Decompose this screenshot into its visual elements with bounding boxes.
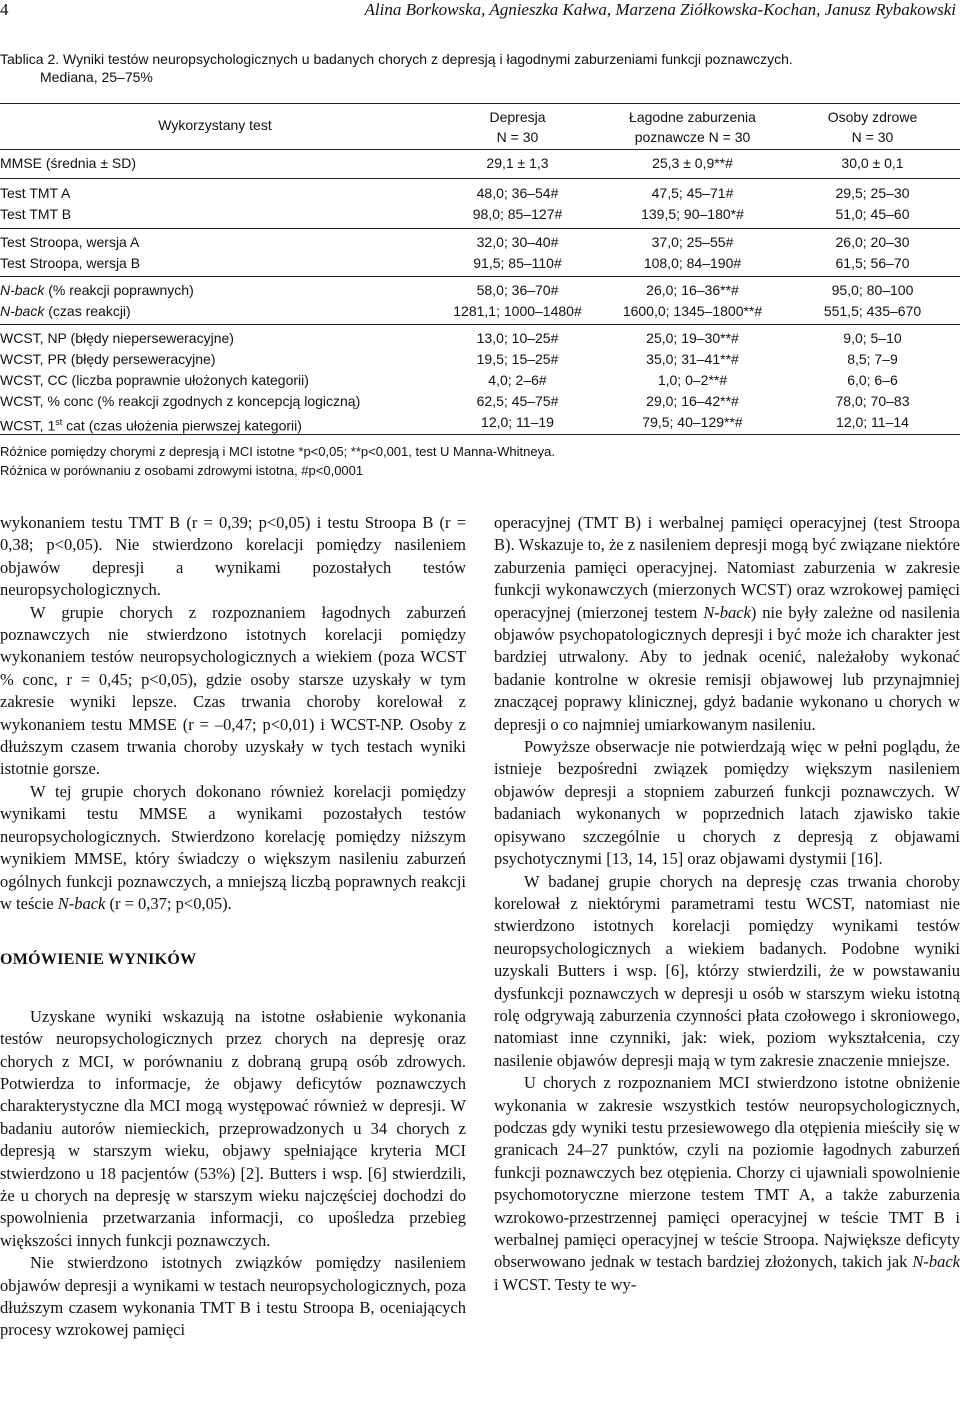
table-row — [0, 280, 960, 300]
header-mci — [610, 107, 775, 152]
cell-healthy: 61,5; 56–70 — [835, 255, 910, 271]
row-label: WCST, NP (błędy nieperseweracyjne) — [0, 330, 234, 346]
row-label — [0, 412, 302, 436]
table-row — [0, 391, 960, 411]
row-label: Test Stroopa, wersja A — [0, 234, 140, 250]
footnote-2: Różnica w porównaniu z osobami zdrowymi istotna, #p<0,0001 — [0, 463, 364, 478]
cell-depresja: 29,1 ± 1,3 — [486, 155, 549, 171]
nback-italic: N-back — [703, 602, 751, 622]
header-test: Wykorzystany test — [158, 117, 272, 133]
cell-healthy: 8,5; 7–9 — [847, 351, 898, 367]
footnote-1: Różnice pomiędzy chorymi z depresją i MCI istotne *p<0,05; **p<0,001, test U Manna-Whitneya. — [0, 444, 555, 459]
table-row — [0, 301, 960, 321]
row-label: Test TMT A — [0, 185, 71, 201]
row-label-sup: st — [55, 417, 63, 427]
row-separator — [0, 324, 960, 325]
row-label: MMSE (średnia ± SD) — [0, 155, 137, 171]
row-label — [0, 280, 194, 300]
paragraph-text: operacyjnej (TMT B) i werbalnej pamięci operacyjnej (test Stroopa B). Wskazuje to, że z nasileniem depresji mogą być związane niektóre zaburzenia pamięci operacyjnej. Natomiast zaburzenia w zakresie funkcji wykonawczych (mierzonych WCST) oraz wzrokowej pamięci operacyjnej (mierzonej testem — [494, 513, 960, 622]
table-row — [0, 253, 960, 273]
cell-mci: 79,5; 40–129**# — [642, 414, 743, 430]
row-label: WCST, CC (liczba poprawnie ułożonych kategorii) — [0, 372, 309, 388]
paragraph-text: W tej grupie chorych dokonano również korelacji pomiędzy wynikami testu MMSE a wynikami pozostałych testów neuropsychologicznych. Stwierdzono korelację pomiędzy niższym wynikiem MMSE, który świadczy o większym nasileniu zaburzeń ogólnych funkcji poznawczych, a mniejszą liczbą poprawnych reakcji w teście — [0, 781, 466, 913]
cell-mci: 29,0; 16–42**# — [646, 393, 739, 409]
table-row — [0, 183, 960, 203]
cell-mci: 35,0; 31–41**# — [646, 351, 739, 367]
cell-healthy: 78,0; 70–83 — [835, 393, 910, 409]
row-separator — [0, 228, 960, 229]
nback-italic: N-back — [57, 893, 106, 913]
section-heading: OMÓWIENIE WYNIKÓW — [0, 951, 197, 969]
paragraph — [494, 512, 960, 736]
cell-mci: 1,0; 0–2**# — [657, 372, 728, 388]
cell-healthy: 30,0 ± 0,1 — [841, 155, 904, 171]
paragraph-text: i WCST. Testy te wy- — [494, 1274, 637, 1294]
table-header-rule — [0, 149, 960, 150]
paragraph — [494, 1072, 960, 1296]
cell-healthy: 26,0; 20–30 — [835, 234, 910, 250]
table-bottom-rule — [0, 434, 960, 435]
table-top-rule — [0, 103, 960, 104]
cell-mci: 108,0; 84–190# — [643, 255, 742, 271]
header-healthy-name: Osoby zdrowe — [827, 109, 918, 125]
cell-healthy: 551,5; 435–670 — [823, 303, 922, 319]
cell-depresja: 58,0; 36–70# — [476, 282, 559, 298]
cell-mci: 47,5; 45–71# — [651, 185, 734, 201]
header-healthy — [790, 107, 955, 152]
header-healthy-n: N = 30 — [851, 129, 894, 145]
paragraph: Uzyskane wyniki wskazują na istotne osłabienie wykonania testów neuropsychologicznych przez chorych na depresję oraz chorych z MCI, w porównaniu z dobraną grupą osób zdrowych. Potwierdza to informacje, że objawy deficytów poznawczych charakterystyczne dla MCI mogą występować również w depresji. W badaniu autorów niemieckich, przeprowadzonych u 34 chorych z depresją w starszym wieku, objawy spełniające kryteria MCI stwierdzono u 18 pacjentów (53%) [2]. Butters i wsp. [6] stwierdzili, że u chorych na depresję w starszym wieku najczęściej dochodzi do spowolnienia przetwarzania informacji, co upośledza przebieg większości innych funkcji poznawczych. — [0, 1006, 466, 1250]
row-label — [0, 301, 131, 321]
caption-line-1: Tablica 2. Wyniki testów neuropsychologicznych u badanych chorych z depresją i łagodnymi zaburzeniami funkcji poznawczych. — [0, 51, 793, 67]
cell-healthy: 51,0; 45–60 — [835, 206, 910, 222]
row-separator — [0, 276, 960, 277]
paragraph: wykonaniem testu TMT B (r = 0,39; p<0,05) i testu Stroopa B (r = 0,38; p<0,05). Nie stwierdzono korelacji pomiędzy nasileniem objawów depresji a wynikami pozostałych testów neuropsychologicznych. — [0, 513, 466, 600]
header-depresja-name: Depresja — [489, 109, 546, 125]
caption-line-2: Mediana, 25–75% — [40, 69, 153, 85]
cell-depresja: 91,5; 85–110# — [473, 255, 562, 271]
table-row — [0, 153, 960, 173]
table-footnotes — [0, 442, 555, 480]
row-label: WCST, % conc (% reakcji zgodnych z koncepcją logiczną) — [0, 393, 361, 409]
table-caption — [0, 50, 940, 86]
cell-depresja: 12,0; 11–19 — [481, 414, 554, 430]
cell-mci: 139,5; 90–180*# — [641, 206, 744, 222]
table-row — [0, 412, 960, 432]
table-row — [0, 232, 960, 252]
table-row — [0, 204, 960, 224]
header-mci-n: poznawcze N = 30 — [634, 129, 751, 145]
cell-healthy: 95,0; 80–100 — [831, 282, 914, 298]
table-row — [0, 328, 960, 348]
paragraph-text: ) nie były zależne od nasilenia objawów psychopatologicznych depresji i być może ich charakter jest bardziej utrwalony. Aby to jednak ocenić, należałoby wykonać badanie kontrolne w okresie remisji objawowej lub przynajmniej znaczącej poprawy klinicznej, gdyż badanie wykonano u chorych w depresji o co najmniej umiarkowanym nasileniu. — [494, 602, 960, 734]
cell-mci: 37,0; 25–55# — [651, 234, 734, 250]
row-separator — [0, 178, 960, 179]
left-text-column — [0, 512, 466, 1342]
running-authors: Alina Borkowska, Agnieszka Kałwa, Marzena Ziółkowska-Kochan, Janusz Rybakowski — [364, 0, 956, 19]
cell-mci: 26,0; 16–36**# — [646, 282, 739, 298]
cell-mci: 1600,0; 1345–1800**# — [622, 303, 763, 319]
table-row — [0, 349, 960, 369]
paragraph: Powyższe obserwacje nie potwierdzają więc w pełni poglądu, że istnieje bezpośredni związek pomiędzy większym nasileniem objawów depresji a stopniem zaburzeń funkcji poznawczych. W badaniach wykonanych w poprzednich latach zjawisko takie opisywano szczególnie u chorych z depresją z objawami psychotycznymi [13, 14, 15] oraz objawami dystymii [16]. — [494, 737, 960, 869]
cell-depresja: 13,0; 10–25# — [476, 330, 559, 346]
cell-depresja: 32,0; 30–40# — [476, 234, 559, 250]
paragraph: W badanej grupie chorych na depresję czas trwania choroby korelował z niektórymi parametrami testu WCST, natomiast nie stwierdzono istotnych korelacji pomiędzy wynikami testów neuropsychologicznych a wiekiem badanych. Podobne wyniki uzyskali Butters i wsp. [6], którzy stwierdzili, że w powstawaniu dysfunkcji poznawczych w depresji u osób w starszym wieku istotną rolę odgrywają zaburzenia czynności płata czołowego i skroniowego, natomiast inne czynniki, jak: wiek, poziom wykształcenia, czy nasilenie objawów depresji mają w tym zakresie znaczenie mniejsze. — [494, 871, 960, 1070]
cell-mci: 25,3 ± 0,9**# — [652, 155, 733, 171]
running-header — [0, 0, 960, 24]
paragraph-text: U chorych z rozpoznaniem MCI stwierdzono istotne obniżenie wykonania w zakresie wszystkich testów neuropsychologicznych, podczas gdy wyniki testu przesiewowego dla otępienia mieściły się w granicach 24–27 punktów, czyli na poziomie łagodnych zaburzeń funkcji poznawczych bez otępienia. Chorzy ci ujawniali spowolnienie psychomotoryczne mierzone testem TMT A, a także zaburzenia wzrokowo-przestrzennej pamięci operacyjnej w teście TMT B i werbalnej pamięci operacyjnej w teście Stroopa. Największe deficyty obserwowano jednak w testach bardziej złożonych, takich jak — [494, 1073, 960, 1272]
cell-mci: 25,0; 19–30**# — [646, 330, 739, 346]
cell-depresja: 62,5; 45–75# — [476, 393, 559, 409]
header-depresja — [435, 107, 600, 152]
row-label-rest: (% reakcji poprawnych) — [44, 282, 194, 298]
page-number: 4 — [0, 0, 9, 19]
paragraph-text: (r = 0,37; p<0,05). — [105, 893, 232, 913]
table-row — [0, 370, 960, 390]
right-text-column — [494, 512, 960, 1296]
paragraph — [0, 781, 466, 915]
row-label-rest: (czas reakcji) — [44, 303, 131, 319]
cell-healthy: 12,0; 11–14 — [836, 414, 909, 430]
cell-depresja: 1281,1; 1000–1480# — [453, 303, 582, 319]
cell-healthy: 9,0; 5–10 — [843, 330, 902, 346]
cell-healthy: 29,5; 25–30 — [835, 185, 910, 201]
cell-depresja: 98,0; 85–127# — [472, 206, 563, 222]
row-label: Test TMT B — [0, 206, 72, 222]
nback-italic: N-back — [912, 1252, 960, 1272]
row-label-b: cat (czas ułożenia pierwszej kategorii) — [62, 417, 302, 434]
row-label: WCST, PR (błędy perseweracyjne) — [0, 351, 216, 367]
cell-depresja: 19,5; 15–25# — [476, 351, 559, 367]
cell-healthy: 6,0; 6–6 — [847, 372, 898, 388]
paragraph: Nie stwierdzono istotnych związków pomiędzy nasileniem objawów depresji a wynikami w testach neuropsychologicznych, poza dłuższym czasem wykonania TMT B i testu Stroopa B, oceniających procesy wzrokowej pamięci — [0, 1253, 466, 1340]
header-mci-name: Łagodne zaburzenia — [629, 109, 756, 125]
header-depresja-n: N = 30 — [496, 129, 539, 145]
row-label-a: WCST, 1 — [0, 417, 56, 434]
row-label: Test Stroopa, wersja B — [0, 255, 141, 271]
nback-italic: N-back — [0, 282, 45, 298]
paragraph: W grupie chorych z rozpoznaniem łagodnych zaburzeń poznawczych nie stwierdzono istotnych korelacji pomiędzy wykonaniem testów neuropsychologicznych a wiekiem (poza WCST % conc, r = 0,45; p<0,05), gdzie osoby starsze uzyskały w tym zakresie wyniki lepsze. Czas trwania choroby korelował z wykonaniem testu MMSE (r = –0,47; p<0,01) i WCST-NP. Osoby z dłuższym czasem trwania choroby uzyskały w tych testach wyniki istotnie gorsze. — [0, 602, 466, 779]
cell-depresja: 4,0; 2–6# — [488, 372, 547, 388]
nback-italic: N-back — [0, 303, 45, 319]
cell-depresja: 48,0; 36–54# — [476, 185, 559, 201]
